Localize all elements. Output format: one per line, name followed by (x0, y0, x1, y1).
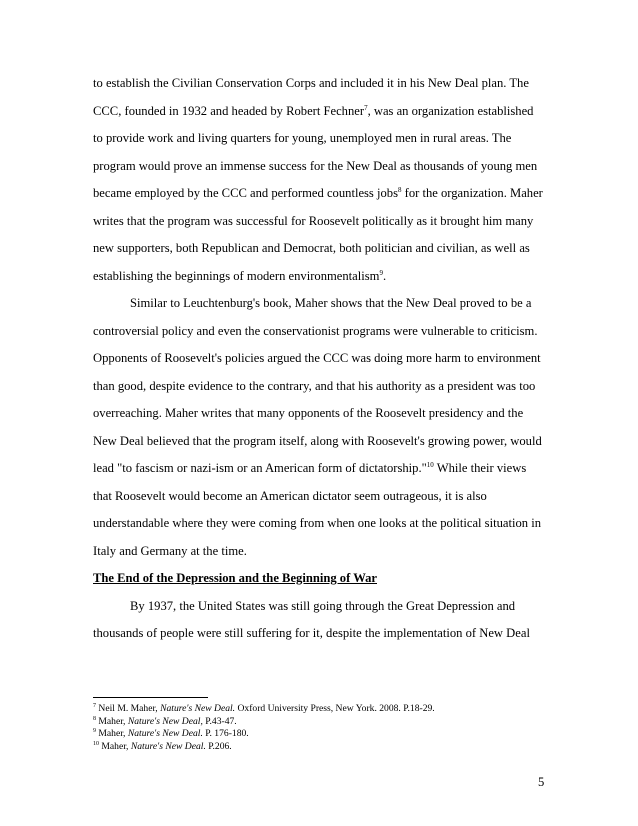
text-line: Opponents of Roosevelt's policies argued the CCC was doing more harm to environment (93, 351, 541, 365)
text-line: establishing the beginnings of modern environmentalism$^9$. (93, 268, 387, 283)
text-line: lead "to fascism or nazi-ism or an American form of dictatorship."$^{10}$ While their views (93, 461, 527, 475)
page-number: 5 (538, 775, 545, 789)
text-line: Italy and Germany at the time. (93, 543, 247, 558)
text-line: program would prove an immense success for the New Deal as thousands of young men (93, 158, 538, 173)
text-line: that Roosevelt would become an American dictator seem outrageous, it is also (93, 488, 487, 503)
text-line: to establish the Civilian Conservation Corps and included it in his New Deal plan. The (93, 76, 529, 90)
footnote: $^7$ Neil M. Maher, Nature's New Deal. Oxford University Press, New York. 2008. P.18-29. (93, 703, 435, 714)
text-line: CCC, founded in 1932 and headed by Robert Fechner$^7$, was an organization established (93, 103, 534, 118)
text-line: than good, despite evidence to the contrary, and that his authority as a president was too (93, 378, 536, 393)
footnote: $^{10}$ Maher, Nature's New Deal. P.206. (93, 740, 232, 752)
body-text (93, 70, 553, 648)
text-line: new supporters, both Republican and Democrat, both politician and civilian, as well as (93, 241, 530, 255)
paragraph-start-line: By 1937, the United States was still going through the Great Depression and (130, 598, 516, 613)
footnote-ref: 10 (426, 461, 434, 469)
text-line: writes that the program was successful for Roosevelt politically as it brought him many (93, 213, 534, 228)
footnote: $^9$ Maher, Nature's New Deal. P. 176-180. (93, 728, 249, 739)
footnote-ref: 8 (397, 186, 402, 194)
text-line: thousands of people were still suffering for it, despite the implementation of New Deal (93, 626, 530, 640)
footnotes (93, 703, 553, 753)
text-line: New Deal believed that the program itself, along with Roosevelt's growing power, would (93, 433, 542, 448)
section-heading: The End of the Depression and the Beginning of War (93, 571, 377, 585)
footnote-divider (93, 697, 208, 698)
footnote-ref: 7 (364, 103, 368, 112)
paragraph-start-line: Similar to Leuchtenburg's book, Maher shows that the New Deal proved to be a (130, 296, 532, 310)
text-line: understandable where they were coming from when one looks at the political situation in (93, 516, 542, 530)
text-line: controversial policy and even the conservationist programs were vulnerable to criticism. (93, 323, 538, 338)
text-line: became employed by the CCC and performed countless jobs$^8$ for the organization. Maher (93, 186, 543, 200)
text-line: to provide work and living quarters for young, unemployed men in rural areas. The (93, 131, 512, 145)
text-line: overreaching. Maher writes that many opponents of the Roosevelt presidency and the (93, 406, 524, 420)
footnote-ref: 9 (379, 268, 383, 277)
footnote: $^8$ Maher, Nature's New Deal, P.43-47. (93, 715, 237, 727)
